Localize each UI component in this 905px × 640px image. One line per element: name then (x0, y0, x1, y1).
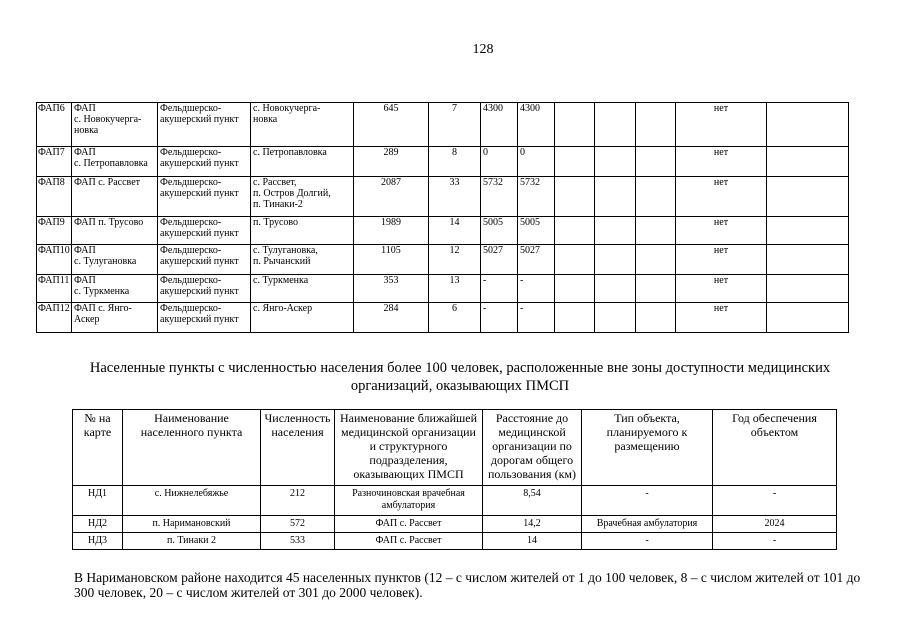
fap-type: Фельдшерско- акушерский пункт (158, 303, 251, 333)
nd-population: 212 (261, 486, 335, 516)
nd-object-type: - (582, 533, 713, 550)
fap-value-2: 5005 (518, 217, 555, 245)
nd-population: 533 (261, 533, 335, 550)
fap-empty-3 (636, 147, 676, 177)
fap-value-2: - (518, 303, 555, 333)
fap-settlements: с. Янго-Аскер (251, 303, 354, 333)
fap-value-1: 4300 (481, 103, 518, 147)
fap-settlements: п. Трусово (251, 217, 354, 245)
header-object-type: Тип объекта, планируемого к размещению (582, 410, 713, 486)
fap-empty-2 (595, 103, 636, 147)
table-row (37, 177, 849, 217)
fap-empty-1 (555, 217, 595, 245)
fap-empty-2 (595, 177, 636, 217)
nd-distance: 14 (483, 533, 582, 550)
fap-code: ФАП6 (37, 103, 72, 147)
header-population: Численность населения (261, 410, 335, 486)
nd-object-type: Врачебная амбулатория (582, 516, 713, 533)
page-number: 128 (472, 42, 494, 57)
nd-nearest-org: ФАП с. Рассвет (335, 516, 483, 533)
fap-status: нет (676, 177, 767, 217)
fap-type: Фельдшерско- акушерский пункт (158, 217, 251, 245)
nd-distance: 14,2 (483, 516, 582, 533)
fap-empty-4 (767, 177, 849, 217)
header-map-no: № на карте (73, 410, 123, 486)
fap-distance: 33 (429, 177, 481, 217)
fap-empty-2 (595, 275, 636, 303)
fap-status: нет (676, 217, 767, 245)
fap-empty-3 (636, 177, 676, 217)
fap-empty-1 (555, 245, 595, 275)
fap-empty-2 (595, 245, 636, 275)
fap-empty-2 (595, 303, 636, 333)
fap-value-1: - (481, 275, 518, 303)
fap-value-2: 5732 (518, 177, 555, 217)
nd-settlement: п. Наримановский (123, 516, 261, 533)
fap-name: ФАП с. Новокучерга- новка (72, 103, 158, 147)
fap-empty-4 (767, 303, 849, 333)
fap-distance: 12 (429, 245, 481, 275)
table-row (37, 275, 849, 303)
header-nearest-org: Наименование ближайшей медицинской организации и структурного подразделения, оказывающих ПМСП (335, 410, 483, 486)
fap-empty-4 (767, 147, 849, 177)
fap-empty-3 (636, 303, 676, 333)
fap-distance: 8 (429, 147, 481, 177)
fap-empty-2 (595, 217, 636, 245)
fap-empty-4 (767, 103, 849, 147)
fap-empty-3 (636, 103, 676, 147)
table-row (73, 533, 837, 550)
fap-type: Фельдшерско- акушерский пункт (158, 103, 251, 147)
fap-population: 353 (354, 275, 429, 303)
fap-value-2: - (518, 275, 555, 303)
fap-population: 2087 (354, 177, 429, 217)
table-row (73, 486, 837, 516)
fap-settlements: с. Петропавловка (251, 147, 354, 177)
fap-empty-3 (636, 245, 676, 275)
fap-name: ФАП с. Рассвет (72, 177, 158, 217)
nd-population: 572 (261, 516, 335, 533)
fap-type: Фельдшерско- акушерский пункт (158, 147, 251, 177)
fap-type: Фельдшерско- акушерский пункт (158, 177, 251, 217)
nd-distance: 8,54 (483, 486, 582, 516)
table-row (37, 245, 849, 275)
fap-empty-3 (636, 217, 676, 245)
nd-object-type: - (582, 486, 713, 516)
nd-map-no: НД1 (73, 486, 123, 516)
table-row (37, 147, 849, 177)
fap-value-1: 5732 (481, 177, 518, 217)
table-row (37, 103, 849, 147)
fap-value-1: 5027 (481, 245, 518, 275)
fap-empty-2 (595, 147, 636, 177)
fap-status: нет (676, 147, 767, 177)
fap-settlements: с. Рассвет, п. Остров Долгий, п. Тинаки-2 (251, 177, 354, 217)
table-row (37, 303, 849, 333)
fap-value-2: 5027 (518, 245, 555, 275)
fap-empty-4 (767, 245, 849, 275)
nd-header-row (73, 410, 837, 486)
fap-empty-4 (767, 275, 849, 303)
nd-map-no: НД2 (73, 516, 123, 533)
fap-population: 1105 (354, 245, 429, 275)
fap-value-1: - (481, 303, 518, 333)
fap-settlements: с. Туркменка (251, 275, 354, 303)
fap-empty-1 (555, 103, 595, 147)
nd-nearest-org: ФАП с. Рассвет (335, 533, 483, 550)
nd-map-no: НД3 (73, 533, 123, 550)
table-row (73, 516, 837, 533)
fap-value-2: 0 (518, 147, 555, 177)
fap-name: ФАП с. Туркменка (72, 275, 158, 303)
fap-empty-1 (555, 303, 595, 333)
fap-name: ФАП с. Янго- Аскер (72, 303, 158, 333)
fap-population: 1989 (354, 217, 429, 245)
fap-value-1: 5005 (481, 217, 518, 245)
fap-distance: 6 (429, 303, 481, 333)
header-distance: Расстояние до медицинской организации по дорогам общего пользования (км) (483, 410, 582, 486)
fap-value-1: 0 (481, 147, 518, 177)
fap-type: Фельдшерско- акушерский пункт (158, 275, 251, 303)
fap-distance: 7 (429, 103, 481, 147)
fap-population: 645 (354, 103, 429, 147)
nd-year: - (713, 486, 837, 516)
fap-settlements: с. Тулугановка, п. Рычанский (251, 245, 354, 275)
fap-name: ФАП п. Трусово (72, 217, 158, 245)
fap-empty-4 (767, 217, 849, 245)
fap-settlements: с. Новокучерга- новка (251, 103, 354, 147)
header-settlement: Наименование населенного пункта (123, 410, 261, 486)
fap-value-2: 4300 (518, 103, 555, 147)
fap-name: ФАП с. Тулугановка (72, 245, 158, 275)
section-heading: Населенные пункты с численностью населения более 100 человек, расположенные вне зоны доступности медицинских организаций, оказывающих ПМСП (89, 360, 831, 394)
fap-distance: 13 (429, 275, 481, 303)
fap-empty-1 (555, 275, 595, 303)
nd-year: - (713, 533, 837, 550)
fap-status: нет (676, 103, 767, 147)
nd-table (72, 409, 837, 550)
fap-code: ФАП9 (37, 217, 72, 245)
fap-code: ФАП12 (37, 303, 72, 333)
fap-table (36, 102, 849, 333)
fap-population: 284 (354, 303, 429, 333)
fap-name: ФАП с. Петропавловка (72, 147, 158, 177)
fap-population: 289 (354, 147, 429, 177)
fap-empty-1 (555, 177, 595, 217)
table-row (37, 217, 849, 245)
fap-code: ФАП11 (37, 275, 72, 303)
fap-type: Фельдшерско- акушерский пункт (158, 245, 251, 275)
nd-settlement: п. Тинаки 2 (123, 533, 261, 550)
nd-nearest-org: Разночиновская врачебная амбулатория (335, 486, 483, 516)
fap-code: ФАП10 (37, 245, 72, 275)
fap-code: ФАП8 (37, 177, 72, 217)
nd-year: 2024 (713, 516, 837, 533)
fap-status: нет (676, 303, 767, 333)
fap-code: ФАП7 (37, 147, 72, 177)
nd-settlement: с. Нижнелебяжье (123, 486, 261, 516)
header-year: Год обеспечения объектом (713, 410, 837, 486)
fap-empty-1 (555, 147, 595, 177)
fap-empty-3 (636, 275, 676, 303)
fap-status: нет (676, 245, 767, 275)
fap-distance: 14 (429, 217, 481, 245)
fap-status: нет (676, 275, 767, 303)
footer-text: В Наримановском районе находится 45 населенных пунктов (12 – с числом жителей от 1 до 100 человек, 8 – с числом жителей от 101 до 300 человек, 20 – с числом жителей от 301 до 2000 человек). (74, 570, 861, 600)
